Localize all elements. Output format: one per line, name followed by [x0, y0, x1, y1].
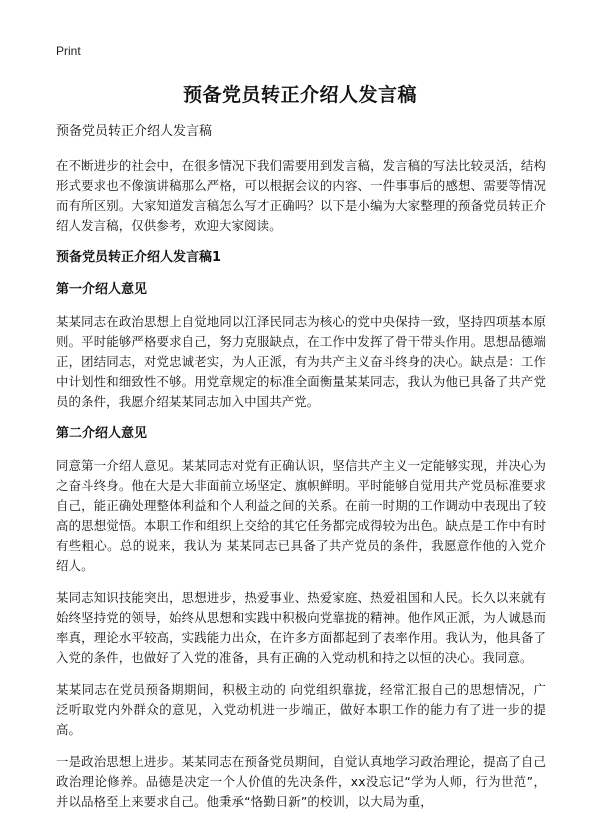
body-paragraph: 某某同志在政治思想上自觉地同以江泽民同志为核心的党中央保持一致，坚持四项基本原则。平时能够严格要求自己，努力克服缺点，在工作中发挥了骨干带头作用。思想品德端正，团结同志，对党忠诚老实，为人正派，有为共产主义奋斗终身的决心。缺点是：工作中计划性和细致性不够。用党章规定的标准全面衡量某某同志，我认为他已具备了共产党员的条件，我愿介绍某某同志加入中国共产党。: [56, 314, 546, 409]
body-paragraph: 某同志知识技能突出，思想进步，热爱事业、热爱家庭、热爱祖国和人民。长久以来就有始终坚持党的领导，始终从思想和实践中积极向党靠拢的精神。他作风正派，为人诚恳而率真，理论水平较高，实践能力出众，在许多方面都起到了表率作用。我认为，他具备了入党的条件，也做好了入党的准备，具有正确的入党动机和持之以恒的决心。我同意。: [56, 590, 546, 665]
print-link[interactable]: Print: [56, 44, 81, 58]
document-title: 预备党员转正介绍人发言稿: [182, 84, 417, 106]
body-paragraph: 同意第一介绍人意见。某某同志对党有正确认识，坚信共产主义一定能够实现，并决心为之奋斗终身。他在大是大非面前立场坚定、旗帜鲜明。平时能够自觉用共产党员标准要求自己，能正确处理整体利益和个人利益之间的关系。在前一时期的工作调动中表现出了较高的思想觉悟。本职工作和组织上交给的其它任务都完成得较为出色。缺点是工作中有时有些粗心。总的说来，我认为 某某同志已具备了共产党员的条件，我愿意作他的入党介绍人。: [56, 458, 546, 573]
body-paragraph: 一是政治思想上进步。某某同志在预备党员期间，自觉认真地学习政治理论，提高了自己政治理论修养。品德是决定一个人价值的先决条件，xx没忘记“学为人师，行为世范”，并以品格至上来要求自己。他秉承“恪勤日新”的校训，以大局为重，: [56, 754, 546, 809]
document-body: [56, 122, 546, 824]
body-paragraph: 某某同志在党员预备期期间，积极主动的 向党组织靠拢，经常汇报自己的思想情况，广泛听取党内外群众的意见，入党动机进一步端正，做好本职工作的能力有了进一步的提高。: [56, 682, 546, 737]
section-heading-first-introducer: 第一介绍人意见: [56, 282, 148, 297]
section-heading-second-introducer: 第二介绍人意见: [56, 426, 148, 441]
document-subtitle: 预备党员转正介绍人发言稿: [56, 124, 213, 139]
article-heading: 预备党员转正介绍人发言稿1: [56, 250, 222, 265]
intro-paragraph: 在不断进步的社会中，在很多情况下我们需要用到发言稿，发言稿的写法比较灵活，结构形式要求也不像演讲稿那么严格，可以根据会议的内容、一件事事后的感想、需要等情况而有所区别。大家知道发言稿怎么写才正确吗？以下是小编为大家整理的预备党员转正介绍人发言稿，仅供参考，欢迎大家阅读。: [56, 158, 546, 233]
